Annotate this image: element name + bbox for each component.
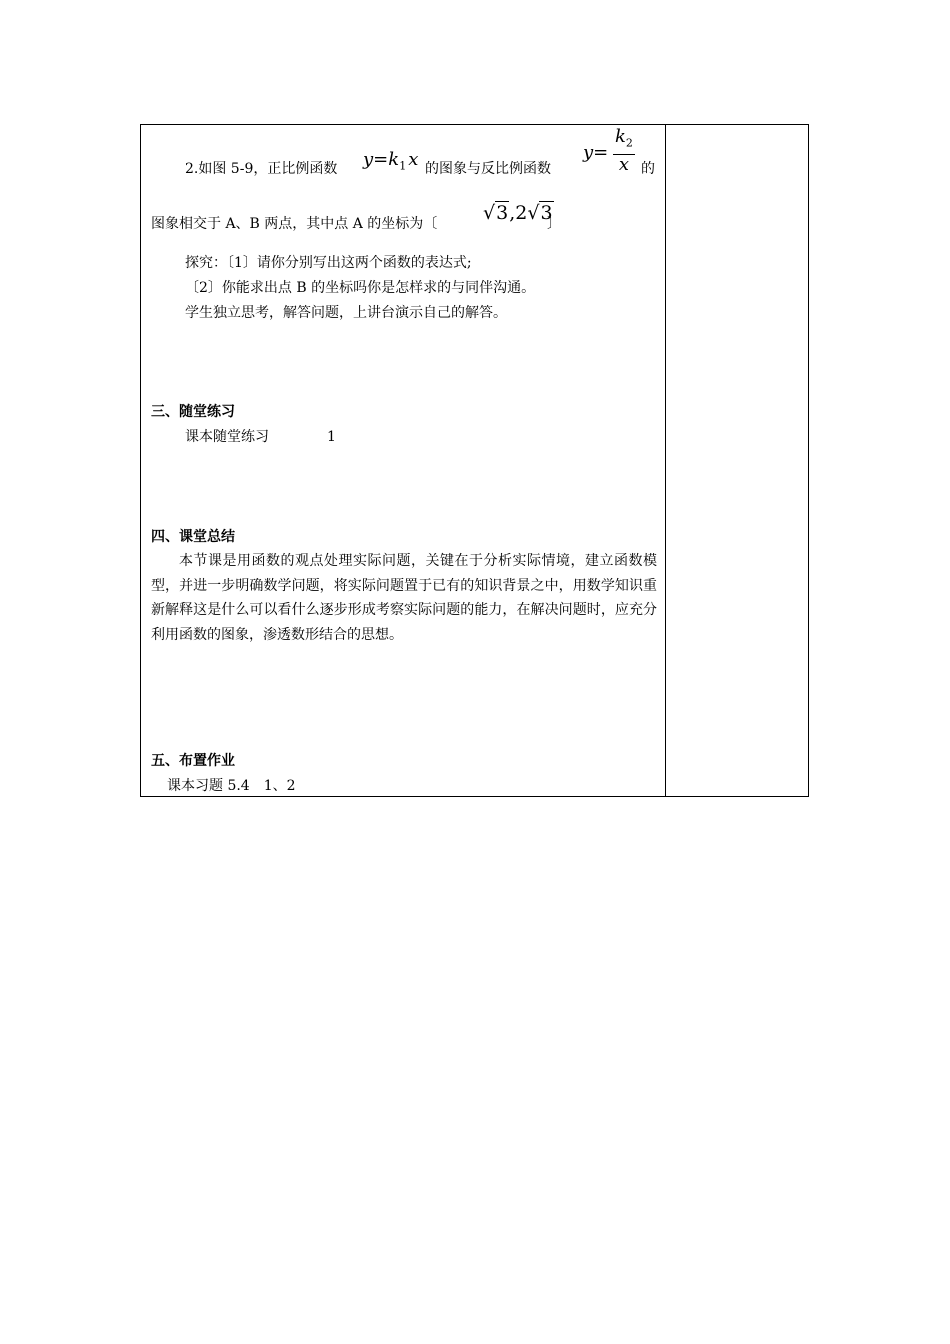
- point-a-coordinate: √3,2√3: [483, 202, 553, 224]
- section-3-number: 1: [327, 429, 336, 445]
- section-4-heading: 四、课堂总结: [151, 529, 235, 545]
- section-5-heading: 五、布置作业: [151, 753, 235, 769]
- explore-question-2: 〔2〕你能求出点 B 的坐标吗你是怎样求的与同伴沟通。: [185, 280, 536, 296]
- student-activity: 学生独立思考，解答问题，上讲台演示自己的解答。: [185, 305, 507, 321]
- problem-intro-middle: 的图象与反比例函数: [425, 161, 551, 177]
- problem-intro-prefix: 2.如图 5-9，正比例函数: [185, 161, 338, 177]
- problem-intersection-suffix: 〕: [547, 216, 561, 232]
- inverse-function-fraction: $\frac{k_2}{x}$: [615, 126, 633, 175]
- section-3-text: 课本随堂练习: [185, 429, 269, 445]
- content-cell: [141, 125, 665, 796]
- inverse-function-lhs: y=: [583, 142, 609, 163]
- problem-intro-suffix: 的: [641, 161, 655, 177]
- linear-function-formula: $y=k_1$ x: [363, 149, 419, 173]
- explore-question-1: 探究：〔1〕请你分别写出这两个函数的表达式;: [185, 255, 472, 271]
- section-4-summary: 本节课是用函数的观点处理实际问题，关键在于分析实际情境，建立函数模型，并进一步明确数学问题，将实际问题置于已有的知识背景之中，用数学知识重新解释这是什么可以看什么逐步形成考察实际问题的能力，在解决问题时，应充分利用函数的图象，渗透数形结合的思想。: [151, 553, 657, 643]
- section-5-text: 课本习题 5.4 1、2: [167, 778, 296, 794]
- section-3-heading: 三、随堂练习: [151, 404, 235, 420]
- notes-cell: [666, 125, 808, 796]
- problem-intro-line: [185, 159, 337, 179]
- lesson-table: [140, 124, 809, 797]
- problem-intersection-line: 图象相交于 A、B 两点，其中点 A 的坐标为〔: [151, 216, 438, 232]
